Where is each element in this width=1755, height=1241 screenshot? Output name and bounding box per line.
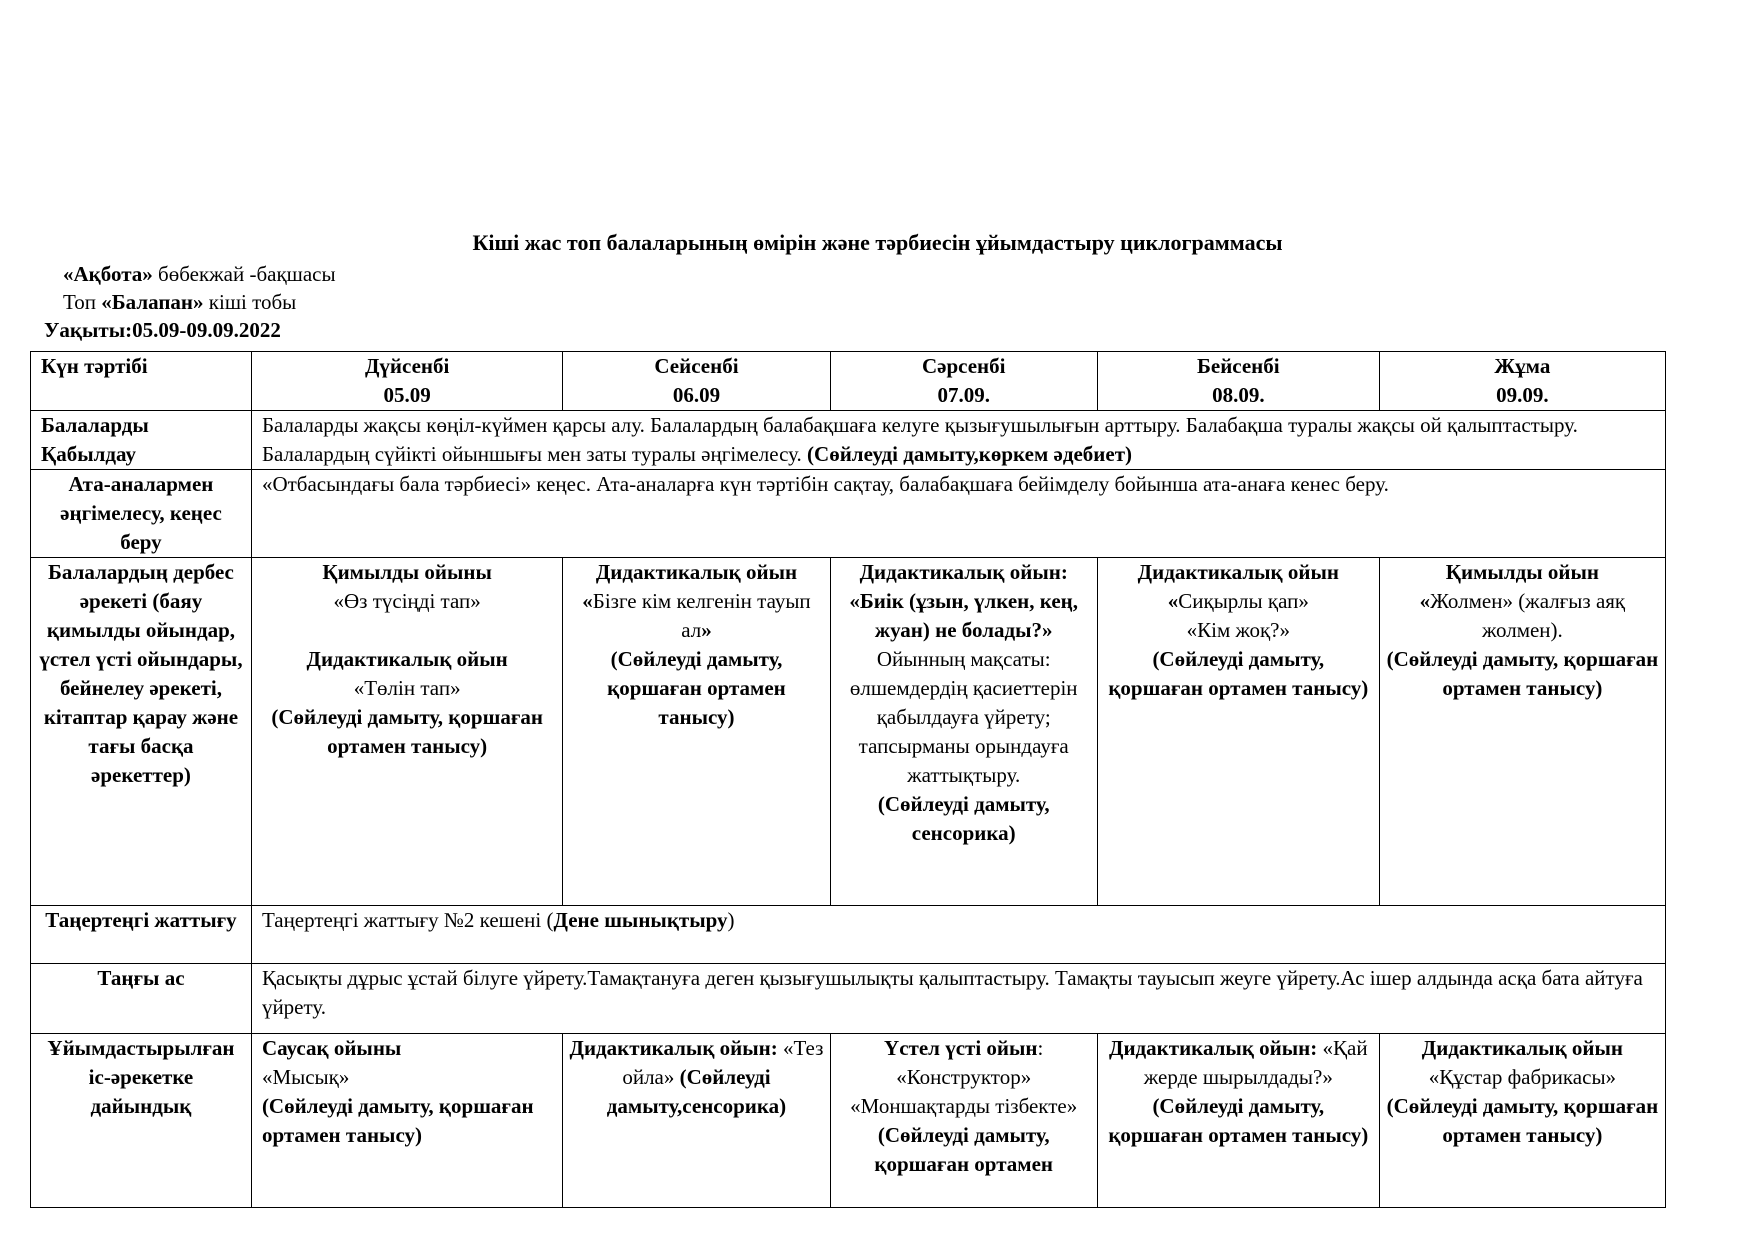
game-title: Жолмен» (жалғыз аяқ жолмен). xyxy=(1430,589,1626,642)
game-title: «Өз түсіңді тап» xyxy=(333,589,481,613)
game-title: : «Конструктор» «Моншақтарды тізбекте» xyxy=(850,1036,1078,1118)
day-date: 09.09. xyxy=(1496,383,1549,407)
parents-text: «Отбасындағы бала тәрбиесі» кеңес. Ата-аналарға күн тәртібін сақтау, балабақшаға бейімделу бойынша ата-анаға кенес беру. xyxy=(251,470,1665,558)
game-area: (Сөйлеуді дамыту, қоршаған ортамен xyxy=(874,1123,1053,1176)
document-title: Кіші жас топ балаларының өмірін және тәрбиесін ұйымдастыру циклограммасы xyxy=(472,230,1283,255)
header-day-mon xyxy=(251,352,562,411)
game-title: «Қай жерде шырылдады?» xyxy=(1143,1036,1368,1089)
day-name: Сәрсенбі xyxy=(921,354,1006,378)
game-type: Дидактикалық ойын xyxy=(1421,1036,1624,1060)
game-type: Дидактикалық ойын xyxy=(306,647,508,671)
header-day-wed xyxy=(830,352,1097,411)
breakfast-row xyxy=(31,964,1666,1034)
game-type: Дидактикалық ойын: xyxy=(569,1036,778,1060)
exercise-text-bold: Дене шынықтыру xyxy=(553,908,728,932)
game-title: «Құстар фабрикасы» xyxy=(1428,1065,1617,1089)
independent-wed xyxy=(830,558,1097,906)
game-title: «Тез ойла» xyxy=(622,1036,824,1089)
exercise-text-body: Таңертеңгі жаттығу №2 кешені ( xyxy=(261,908,554,932)
preparation-wed xyxy=(830,1034,1097,1208)
header-schedule-cell: Күн тәртібі xyxy=(31,352,252,411)
day-name: Дүйсенбі xyxy=(364,354,450,378)
preparation-label: Ұйымдастырылған іс-әрекетке дайындық xyxy=(31,1034,252,1208)
game-type: Дидактикалық ойын « xyxy=(582,560,798,613)
parents-label: Ата-аналармен әңгімелесу, кеңес беру xyxy=(31,470,252,558)
game-area: (Сөйлеуді дамыту, қоршаған ортамен танысу) xyxy=(1108,647,1369,700)
reception-text-body: Балаларды жақсы көңіл-күймен қарсы алу. Балалардың балабақшаға келуге қызығушылығын арттыру. Балабақша туралы жақсы ой қалыптастыру. Балалардың сүйікті ойыншығы мен заты туралы әңгімелесу. xyxy=(261,413,1578,466)
group-line xyxy=(63,290,296,315)
quote-mark: « xyxy=(1167,589,1179,613)
day-date: 08.09. xyxy=(1212,383,1265,407)
exercise-label: Таңертеңгі жаттығу xyxy=(31,906,252,964)
day-name: Бейсенбі xyxy=(1196,354,1280,378)
reception-label-line1: Балаларды xyxy=(41,413,149,437)
game-area: (Сөйлеуді дамыту, қоршаған ортамен танысу) xyxy=(607,647,786,729)
parents-row xyxy=(31,470,1666,558)
day-date: 05.09 xyxy=(383,383,431,407)
game-type: Үстел үсті ойын xyxy=(884,1036,1038,1060)
game-area: (Сөйлеуді дамыту, қоршаған ортамен танысу) xyxy=(1386,1094,1659,1147)
game-type: Саусақ ойыны xyxy=(261,1036,402,1060)
day-name: Сейсенбі xyxy=(654,354,739,378)
game-type: Дидактикалық ойын xyxy=(1137,560,1339,584)
independent-mon xyxy=(251,558,562,906)
breakfast-label: Таңғы ас xyxy=(31,964,252,1034)
quote-mark: » xyxy=(701,618,712,642)
game-description: Ойынның мақсаты: өлшемдердің қасиеттерін қабылдауға үйрету; тапсырманы орындауға жаттықтыру. xyxy=(849,647,1078,787)
header-day-fri xyxy=(1379,352,1665,411)
game-area: (Сөйлеуді дамыту, қоршаған ортамен танысу) xyxy=(261,1094,534,1147)
reception-label xyxy=(31,411,252,470)
game-title: Сиқырлы қап» xyxy=(1178,589,1309,613)
game-title: «Кім жоқ?» xyxy=(1186,618,1290,642)
header-row xyxy=(31,352,1666,411)
game-title: Бізге кім келгенін тауып ал xyxy=(592,589,811,642)
game-type: Қимылды ойын xyxy=(1445,560,1599,584)
independent-tue xyxy=(563,558,830,906)
kindergarten-line xyxy=(63,262,336,287)
game-area: (Сөйлеуді дамыту, қоршаған ортамен танысу) xyxy=(1386,647,1659,700)
exercise-row xyxy=(31,906,1666,964)
spacer xyxy=(258,616,556,645)
independent-fri xyxy=(1379,558,1665,906)
header-day-thu xyxy=(1097,352,1379,411)
game-title: «Мысық» xyxy=(261,1065,350,1089)
kindergarten-name: «Ақбота» xyxy=(63,262,153,286)
exercise-text-end: ) xyxy=(727,908,735,932)
day-date: 06.09 xyxy=(672,383,721,407)
quote-mark: « xyxy=(1419,589,1431,613)
reception-row xyxy=(31,411,1666,470)
preparation-tue xyxy=(563,1034,830,1208)
reception-text-bold: (Сөйлеуді дамыту,көркем әдебиет) xyxy=(807,442,1133,466)
game-type: Дидактикалық ойын: «Биік (ұзын, үлкен, кең, жуан) не болады?» xyxy=(849,560,1079,642)
preparation-thu xyxy=(1097,1034,1379,1208)
game-area: (Сөйлеуді дамыту, қоршаған ортамен танысу) xyxy=(271,705,543,758)
schedule-table xyxy=(30,351,1666,1208)
preparation-row xyxy=(31,1034,1666,1208)
kindergarten-suffix: бөбекжай -бақшасы xyxy=(152,262,336,286)
reception-text xyxy=(251,411,1665,470)
independent-label: Балалардың дербес әрекеті (баяу қимылды ойындар, үстел үсті ойындары, бейнелеу әрекеті, кітаптар қарау және тағы басқа әрекеттер) xyxy=(31,558,252,906)
header-day-tue xyxy=(563,352,830,411)
exercise-text xyxy=(251,906,1665,964)
group-suffix: кіші тобы xyxy=(203,290,297,314)
independent-thu xyxy=(1097,558,1379,906)
group-name: «Балапан» xyxy=(101,290,204,314)
game-title: «Төлін тап» xyxy=(353,676,461,700)
game-area: (Сөйлеуді дамыту, қоршаған ортамен танысу) xyxy=(1108,1094,1369,1147)
game-area: (Сөйлеуді дамыту, сенсорика) xyxy=(877,792,1050,845)
period-line: Уақыты:05.09-09.09.2022 xyxy=(44,318,281,342)
independent-row xyxy=(31,558,1666,906)
game-type: Қимылды ойыны xyxy=(322,560,492,584)
preparation-mon xyxy=(251,1034,562,1208)
breakfast-text: Қасықты дұрыс ұстай білуге үйрету.Тамақтануға деген қызығушылықты қалыптастыру. Тамақты тауысып жеуге үйрету.Ас ішер алдында асқа бата айтуға үйрету. xyxy=(251,964,1665,1034)
day-name: Жұма xyxy=(1494,354,1551,378)
group-prefix: Топ xyxy=(63,290,102,314)
preparation-fri xyxy=(1379,1034,1665,1208)
game-area: (Сөйлеуді дамыту,сенсорика) xyxy=(606,1065,787,1118)
day-date: 07.09. xyxy=(937,383,990,407)
game-type: Дидактикалық ойын: xyxy=(1109,1036,1318,1060)
reception-label-line2: Қабылдау xyxy=(41,442,136,466)
